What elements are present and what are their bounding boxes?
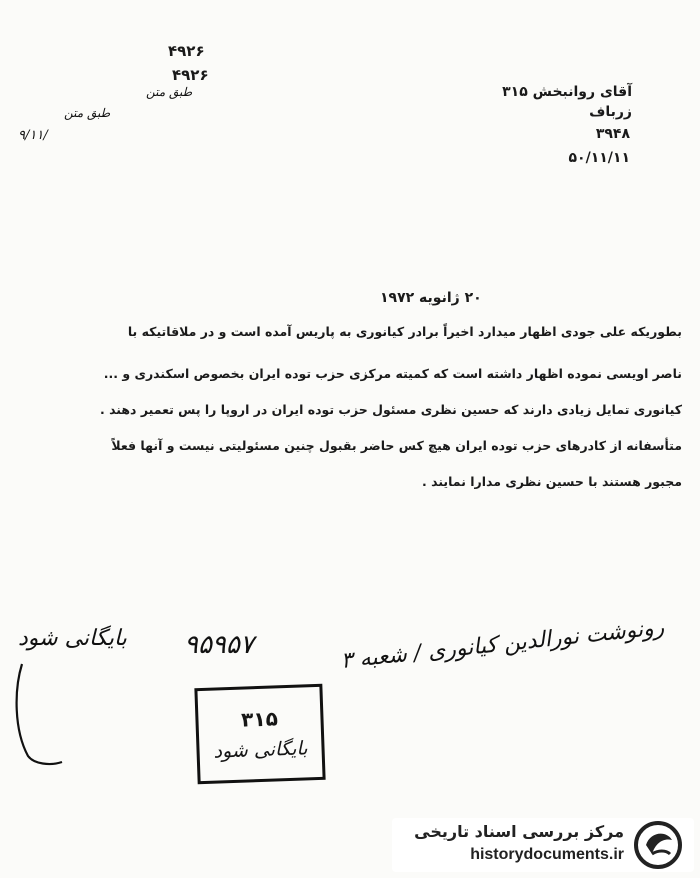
handwritten-archive-note: بایگانی شود [18,626,127,651]
watermark-title: مرکز بررسی اسناد تاریخی [414,822,624,841]
document-number: ۴۹۲۶ [168,42,205,60]
handwritten-note: طبق متن [146,85,193,99]
stamp-number: ۳۱۵ [240,706,279,732]
letter-body-line: کیانوری تمایل زیادی دارند که حسین نظری مسئول حزب توده ایران در اروپا را پس تعمیر دهند . [99,402,682,417]
reference-date: ۵۰/۱۱/۱۱ [568,150,630,166]
handwritten-annotation: رونوشت نورالدین کیانوری / شعبه ۳ [339,615,666,674]
addressee: آقای روانبخش ۳۱۵ [502,84,632,100]
handwritten-note: طبق متن [64,106,111,120]
document-number: ۴۹۲۶ [172,66,209,84]
addressee-name: زرباف [589,104,632,120]
watermark-url: historydocuments.ir [470,846,624,863]
stamp-label: بایگانی شود [213,737,308,763]
letter-body-line: بطوریکه علی جودی اظهار میدارد اخیراً برادر کیانوری به پاریس آمده است و در ملاقاتیکه با [127,324,682,339]
handwritten-date: ۹/۱۱/ [18,128,48,143]
reference-number: ۳۹۴۸ [595,126,630,142]
letter-body-line: ناصر اویسی نموده اظهار داشته است که کمیته مرکزی حزب توده ایران بخصوص اسکندری و ... [103,366,682,381]
letter-date: ۲۰ ژانویه ۱۹۷۲ [380,290,482,306]
history-documents-logo-icon [632,820,684,870]
letter-body-line: مجبور هستند با حسین نظری مدارا نمایند . [422,474,682,489]
handwritten-curve [10,660,70,770]
letter-body-line: متأسفانه از کادرهای حزب توده ایران هیچ کس حاضر بقبول چنین مسئولیتی نیست و آنها فعلاً [111,438,682,453]
archive-stamp [194,684,325,784]
watermark [392,818,694,872]
handwritten-file-number: ۹۵۹۵۷ [184,630,254,660]
